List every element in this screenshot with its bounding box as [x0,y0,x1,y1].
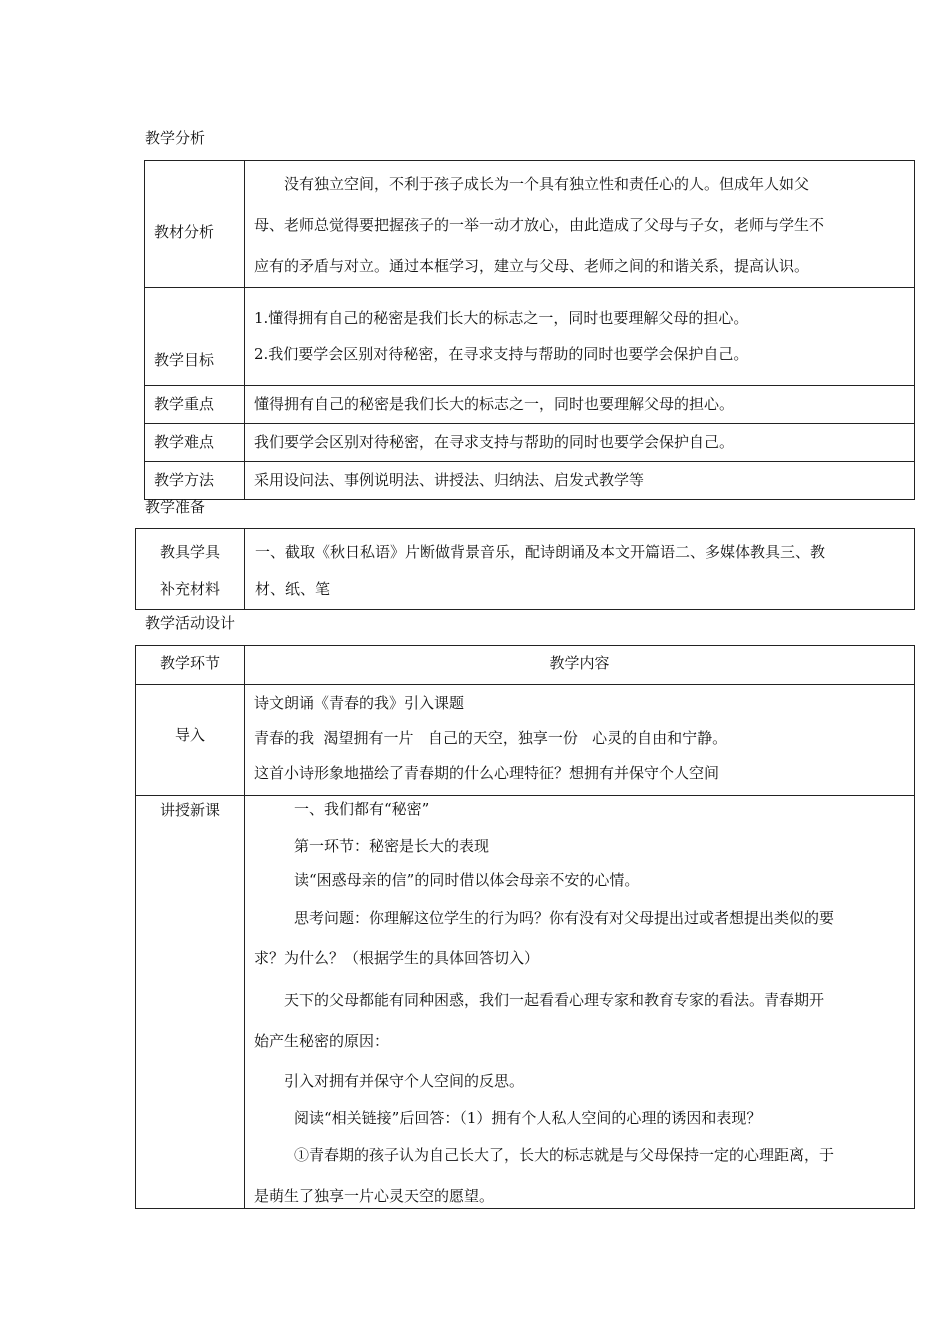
lecture-line: 天下的父母都能有同种困惑，我们一起看看心理专家和教育专家的看法。青春期开 [284,991,825,1009]
preparation-label: 补充材料 [159,580,220,598]
material-analysis-label-cell [145,161,245,288]
method-label: 教学方法 [154,471,215,489]
lecture-line: 求？为什么？（根据学生的具体回答切入） [254,949,540,967]
lecture-line: 思考问题：你理解这位学生的行为吗？你有没有对父母提出过或者想提出类似的要 [294,909,835,927]
intro-line: 这首小诗形象地描绘了青春期的什么心理特征？想拥有并保守个人空间 [254,764,720,782]
material-analysis-label: 教材分析 [154,223,215,241]
preparation-label: 教具学具 [159,543,220,561]
difficulty-label-cell [145,424,245,462]
teaching-goal-content-cell [245,288,915,386]
difficulty-content-cell [245,424,915,462]
lecture-line: 引入对拥有并保守个人空间的反思。 [284,1072,525,1090]
lecture-line: 始产生秘密的原因： [254,1032,390,1050]
material-analysis-content-cell [245,161,915,288]
lecture-line: 一、我们都有“秘密” [294,800,430,818]
lecture-line: ①青春期的孩子认为自己长大了，长大的标志就是与父母保持一定的心理距离，于 [294,1146,835,1164]
intro-label: 导入 [174,726,205,744]
teaching-goal-label: 教学目标 [154,351,215,369]
preparation-label-cell [136,529,245,610]
key-point-content-cell [245,386,915,424]
goal-line: 2.我们要学会区别对待秘密，在寻求支持与帮助的同时也要学会保护自己。 [254,345,749,363]
material-line: 没有独立空间，不利于孩子成长为一个具有独立性和责任心的人。但成年人如父 [284,175,810,193]
intro-line: 青春的我 渴望拥有一片 自己的天空，独享一份 心灵的自由和宁静。 [254,729,728,747]
column-header-content: 教学内容 [549,654,610,672]
header-cell-content [245,646,915,685]
lecture-line: 读“困惑母亲的信”的同时借以体会母亲不安的心情。 [294,871,640,889]
method-text: 采用设问法、事例说明法、讲授法、归纳法、启发式教学等 [254,471,645,489]
header-cell-stage [136,646,245,685]
column-header-stage: 教学环节 [159,654,220,672]
key-point-label-cell [145,386,245,424]
lecture-line: 第一环节：秘密是长大的表现 [294,837,490,855]
key-point-label: 教学重点 [154,395,215,413]
preparation-line: 一、截取《秋日私语》片断做背景音乐，配诗朗诵及本文开篇语二、多媒体教具三、教 [255,543,826,561]
preparation-content-cell [245,529,915,610]
method-content-cell [245,462,915,500]
material-line: 母、老师总觉得要把握孩子的一举一动才放心，由此造成了父母与子女，老师与学生不 [254,216,825,234]
teaching-goal-label-cell [145,288,245,386]
goal-line: 1.懂得拥有自己的秘密是我们长大的标志之一，同时也要理解父母的担心。 [254,309,749,327]
method-label-cell [145,462,245,500]
lecture-line: 阅读“相关链接”后回答：（1）拥有个人私人空间的心理的诱因和表现？ [294,1109,762,1127]
intro-label-cell [136,685,245,796]
lecture-content-cell [245,796,915,1209]
section-heading-activity: 教学活动设计 [145,614,236,632]
preparation-table [135,528,915,610]
preparation-line: 材、纸、笔 [255,580,331,598]
material-line: 应有的矛盾与对立。通过本框学习，建立与父母、老师之间的和谐关系，提高认识。 [254,257,810,275]
lecture-label: 讲授新课 [159,801,220,819]
key-point-text: 懂得拥有自己的秘密是我们长大的标志之一，同时也要理解父母的担心。 [254,395,735,413]
intro-content-cell [245,685,915,796]
difficulty-label: 教学难点 [154,433,215,451]
section-heading-preparation: 教学准备 [145,498,206,516]
difficulty-text: 我们要学会区别对待秘密，在寻求支持与帮助的同时也要学会保护自己。 [254,433,735,451]
lecture-label-cell [136,796,245,1209]
section-heading-analysis: 教学分析 [145,129,206,147]
analysis-table [144,160,915,500]
lecture-line: 是萌生了独享一片心灵天空的愿望。 [254,1187,495,1205]
activity-table [135,645,915,1209]
intro-line: 诗文朗诵《青春的我》引入课题 [254,694,465,712]
